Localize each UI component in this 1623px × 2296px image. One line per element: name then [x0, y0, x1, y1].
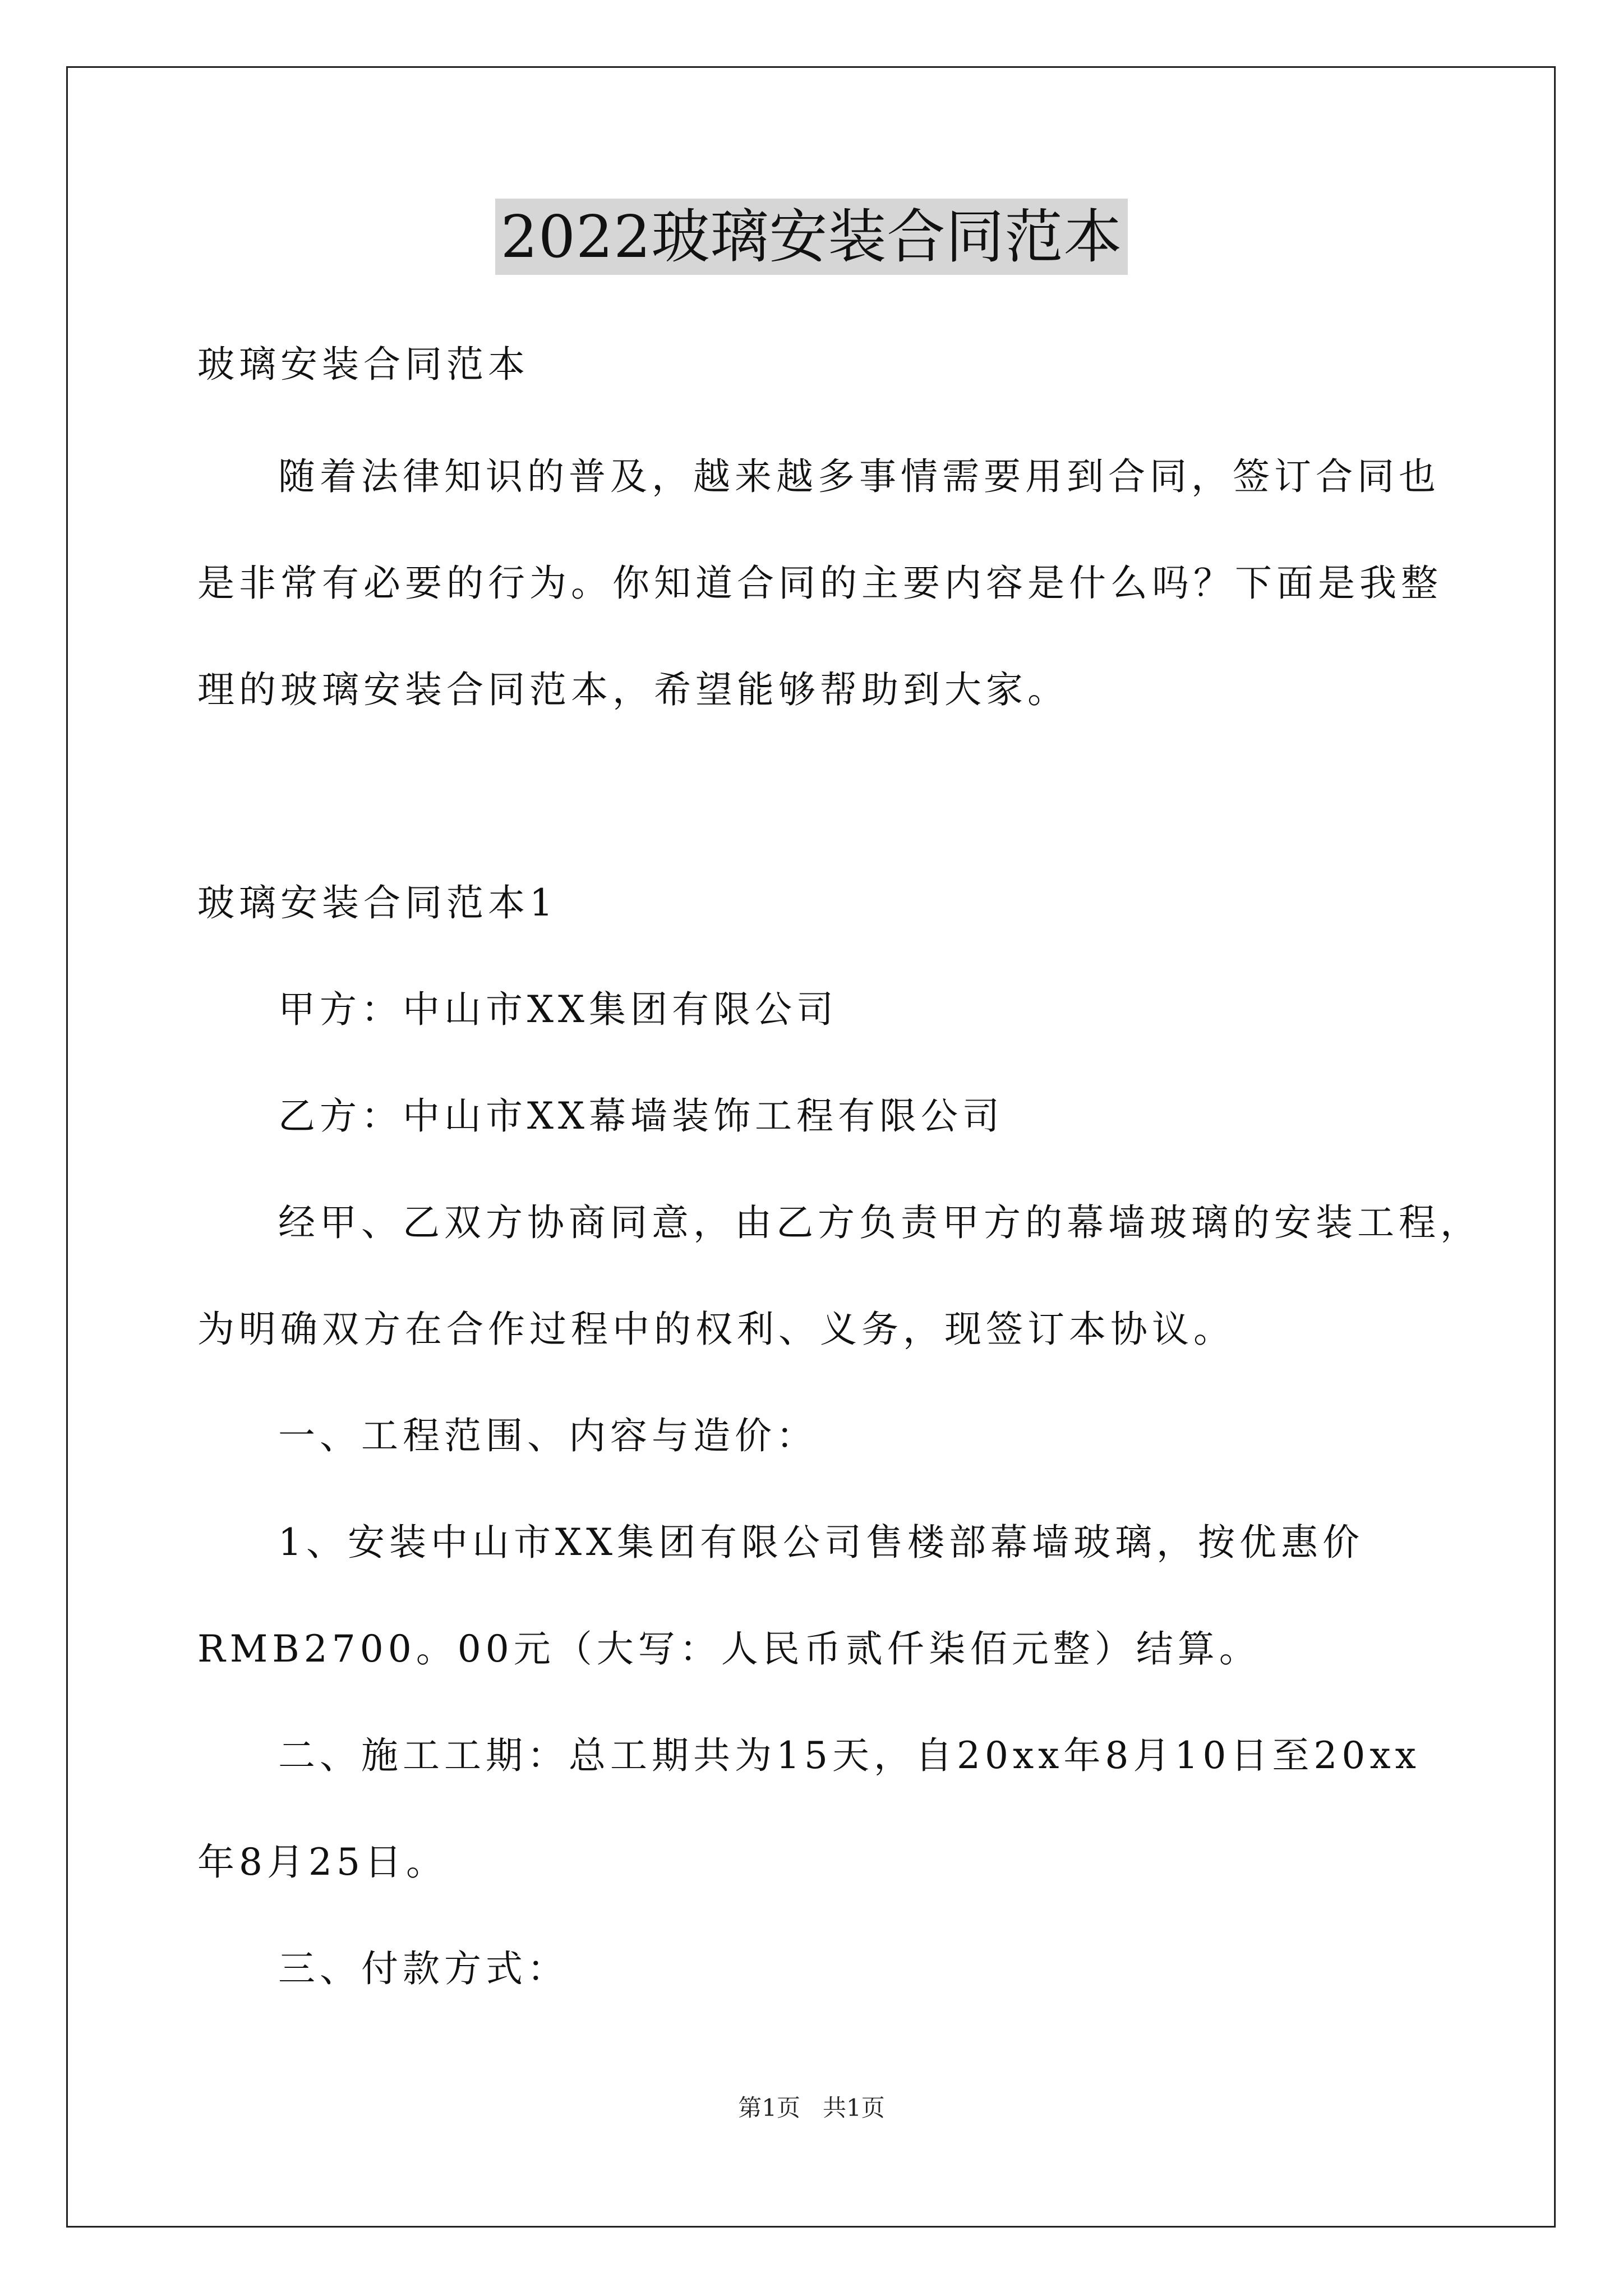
- intro-line-1: 随着法律知识的普及，越来越多事情需要用到合同，签订合同也: [278, 455, 1440, 498]
- page-footer: 第1页 共1页: [738, 2094, 885, 2122]
- agreement-line-1: 经甲、乙双方协商同意，由乙方负责甲方的幕墙玻璃的安装工程，: [278, 1201, 1482, 1244]
- section-heading: 玻璃安装合同范本1: [197, 881, 557, 924]
- clause1-item1-line-2: RMB2700。00元（大写：人民币贰仟柒佰元整）结算。: [197, 1627, 1261, 1671]
- clause1-item1-line-1: 1、安装中山市XX集团有限公司售楼部幕墙玻璃，按优惠价: [278, 1521, 1364, 1564]
- document-subtitle: 玻璃安装合同范本: [197, 343, 529, 386]
- intro-line-3: 理的玻璃安装合同范本，希望能够帮助到大家。: [197, 668, 1069, 711]
- party-b: 乙方：中山市XX幕墙装饰工程有限公司: [278, 1094, 1004, 1138]
- party-a: 甲方：中山市XX集团有限公司: [278, 988, 838, 1031]
- document-title: 2022玻璃安装合同范本: [495, 199, 1128, 275]
- title-container: [0, 199, 1623, 275]
- clause2-line-1: 二、施工工期：总工期共为15天，自20xx年8月10日至20xx: [278, 1734, 1421, 1777]
- page-border: [66, 66, 1556, 2228]
- agreement-line-2: 为明确双方在合作过程中的权利、义务，现签订本协议。: [197, 1308, 1235, 1351]
- clause3-heading: 三、付款方式：: [278, 1947, 569, 1990]
- clause2-line-2: 年8月25日。: [197, 1841, 448, 1884]
- clause1-heading: 一、工程范围、内容与造价：: [278, 1414, 818, 1457]
- intro-line-2: 是非常有必要的行为。你知道合同的主要内容是什么吗？下面是我整: [197, 562, 1442, 605]
